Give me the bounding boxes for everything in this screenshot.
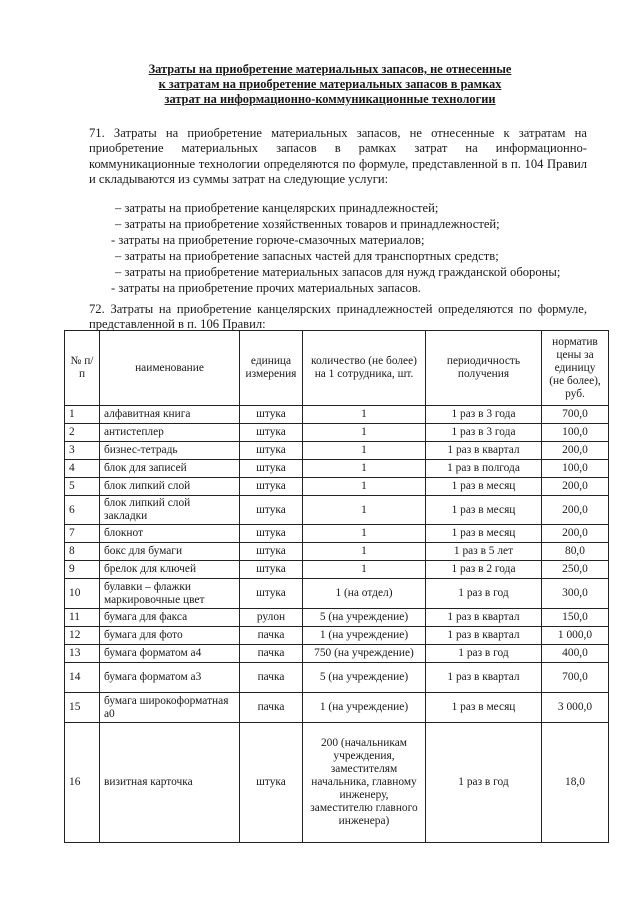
cell-unit: штука bbox=[240, 406, 303, 424]
cell-price: 100,0 bbox=[542, 424, 609, 442]
list-item: - затраты на приобретение горюче-смазочных материалов; bbox=[111, 233, 425, 247]
cell-unit: штука bbox=[240, 723, 303, 843]
table-row bbox=[65, 693, 609, 723]
cell-period: 1 раз в 3 года bbox=[426, 406, 542, 424]
cell-period: 1 раз в полгода bbox=[426, 460, 542, 478]
cell-num: 2 bbox=[65, 424, 100, 442]
cell-unit: штука bbox=[240, 442, 303, 460]
section-title bbox=[120, 62, 540, 107]
cell-name: блок для записей bbox=[100, 460, 240, 478]
table-row bbox=[65, 496, 609, 525]
cell-period: 1 раз в месяц bbox=[426, 525, 542, 543]
cell-price: 100,0 bbox=[542, 460, 609, 478]
cell-unit: штука bbox=[240, 543, 303, 561]
cell-qty: 1 bbox=[303, 561, 426, 579]
title-line-1: Затраты на приобретение материальных запасов, не отнесенные bbox=[148, 62, 512, 76]
table-row bbox=[65, 627, 609, 645]
cell-name: бумага форматом а4 bbox=[100, 645, 240, 663]
cell-unit: штука bbox=[240, 579, 303, 609]
table-row bbox=[65, 424, 609, 442]
cell-num: 8 bbox=[65, 543, 100, 561]
cell-period: 1 раз в год bbox=[426, 723, 542, 843]
cell-qty: 1 bbox=[303, 406, 426, 424]
cell-qty: 1 bbox=[303, 442, 426, 460]
table-header-row bbox=[65, 331, 609, 406]
title-line-2: к затратам на приобретение материальных запасов в рамках bbox=[158, 77, 502, 91]
cell-qty: 1 bbox=[303, 543, 426, 561]
paragraph-72: 72. Затраты на приобретение канцелярских принадлежностей определяются по формуле, представленной в п. 106 Правил: bbox=[89, 302, 587, 332]
table-row bbox=[65, 723, 609, 843]
table-row bbox=[65, 543, 609, 561]
cell-period: 1 раз в год bbox=[426, 645, 542, 663]
header-period: периодичность получения bbox=[426, 331, 542, 406]
header-qty: количество (не более) на 1 сотрудника, шт. bbox=[303, 331, 426, 406]
table-row bbox=[65, 478, 609, 496]
table-row bbox=[65, 561, 609, 579]
cell-num: 5 bbox=[65, 478, 100, 496]
cell-price: 1 000,0 bbox=[542, 627, 609, 645]
cell-num: 9 bbox=[65, 561, 100, 579]
cell-num: 12 bbox=[65, 627, 100, 645]
cell-qty: 1 (на отдел) bbox=[303, 579, 426, 609]
cell-period: 1 раз в месяц bbox=[426, 496, 542, 525]
cell-num: 10 bbox=[65, 579, 100, 609]
cell-qty: 200 (начальникам учреждения, заместителям начальника, главному инженеру, заместителю главного инженера) bbox=[303, 723, 426, 843]
cell-price: 3 000,0 bbox=[542, 693, 609, 723]
cell-period: 1 раз в квартал bbox=[426, 663, 542, 693]
cell-price: 700,0 bbox=[542, 663, 609, 693]
cell-price: 300,0 bbox=[542, 579, 609, 609]
cell-period: 1 раз в месяц bbox=[426, 478, 542, 496]
cell-unit: штука bbox=[240, 460, 303, 478]
cell-price: 18,0 bbox=[542, 723, 609, 843]
table-row bbox=[65, 609, 609, 627]
cell-qty: 1 bbox=[303, 424, 426, 442]
cell-period: 1 раз в месяц bbox=[426, 693, 542, 723]
table-row bbox=[65, 645, 609, 663]
cell-unit: штука bbox=[240, 478, 303, 496]
cell-num: 15 bbox=[65, 693, 100, 723]
header-unit: единица измерения bbox=[240, 331, 303, 406]
cell-qty: 1 bbox=[303, 525, 426, 543]
cell-price: 250,0 bbox=[542, 561, 609, 579]
cell-qty: 5 (на учреждение) bbox=[303, 609, 426, 627]
cell-qty: 1 bbox=[303, 478, 426, 496]
cell-name: брелок для ключей bbox=[100, 561, 240, 579]
cell-name: визитная карточка bbox=[100, 723, 240, 843]
cell-num: 16 bbox=[65, 723, 100, 843]
cell-num: 7 bbox=[65, 525, 100, 543]
table-row bbox=[65, 525, 609, 543]
cell-price: 150,0 bbox=[542, 609, 609, 627]
table-row bbox=[65, 442, 609, 460]
cell-price: 700,0 bbox=[542, 406, 609, 424]
cell-name: бумага широкоформатная а0 bbox=[100, 693, 240, 723]
cell-num: 11 bbox=[65, 609, 100, 627]
cell-unit: пачка bbox=[240, 627, 303, 645]
cell-name: бумага для фото bbox=[100, 627, 240, 645]
header-num: № п/п bbox=[65, 331, 100, 406]
cell-period: 1 раз в 5 лет bbox=[426, 543, 542, 561]
table-row bbox=[65, 579, 609, 609]
cell-num: 1 bbox=[65, 406, 100, 424]
cell-unit: пачка bbox=[240, 663, 303, 693]
cell-num: 14 bbox=[65, 663, 100, 693]
cell-name: бокс для бумаги bbox=[100, 543, 240, 561]
list-item: – затраты на приобретение хозяйственных товаров и принадлежностей; bbox=[115, 217, 500, 231]
cell-name: бумага для факса bbox=[100, 609, 240, 627]
cell-unit: рулон bbox=[240, 609, 303, 627]
cell-name: антистеплер bbox=[100, 424, 240, 442]
cell-qty: 1 (на учреждение) bbox=[303, 693, 426, 723]
cell-qty: 1 bbox=[303, 460, 426, 478]
cell-period: 1 раз в год bbox=[426, 579, 542, 609]
cell-qty: 1 (на учреждение) bbox=[303, 627, 426, 645]
cell-period: 1 раз в квартал bbox=[426, 627, 542, 645]
cell-num: 13 bbox=[65, 645, 100, 663]
cell-unit: штука bbox=[240, 424, 303, 442]
cell-price: 400,0 bbox=[542, 645, 609, 663]
cell-name: блок липкий слой bbox=[100, 478, 240, 496]
cell-period: 1 раз в квартал bbox=[426, 442, 542, 460]
cell-unit: пачка bbox=[240, 645, 303, 663]
expense-list bbox=[89, 200, 589, 296]
header-price: норматив цены за единицу (не более), руб. bbox=[542, 331, 609, 406]
list-item: – затраты на приобретение запасных частей для транспортных средств; bbox=[115, 249, 499, 263]
cell-unit: штука bbox=[240, 561, 303, 579]
stationery-table bbox=[64, 330, 609, 843]
cell-name: булавки – флажки маркировочные цвет bbox=[100, 579, 240, 609]
cell-qty: 750 (на учреждение) bbox=[303, 645, 426, 663]
cell-name: блок липкий слой закладки bbox=[100, 496, 240, 525]
table-row bbox=[65, 406, 609, 424]
header-name: наименование bbox=[100, 331, 240, 406]
list-item: – затраты на приобретение материальных запасов для нужд гражданской обороны; bbox=[115, 265, 561, 279]
cell-period: 1 раз в 2 года bbox=[426, 561, 542, 579]
cell-unit: штука bbox=[240, 496, 303, 525]
cell-unit: штука bbox=[240, 525, 303, 543]
cell-price: 200,0 bbox=[542, 525, 609, 543]
cell-name: бизнес-тетрадь bbox=[100, 442, 240, 460]
cell-price: 200,0 bbox=[542, 496, 609, 525]
list-item: - затраты на приобретение прочих материальных запасов. bbox=[111, 281, 421, 295]
cell-num: 6 bbox=[65, 496, 100, 525]
cell-price: 80,0 bbox=[542, 543, 609, 561]
cell-unit: пачка bbox=[240, 693, 303, 723]
cell-name: алфавитная книга bbox=[100, 406, 240, 424]
cell-num: 3 bbox=[65, 442, 100, 460]
list-item: – затраты на приобретение канцелярских принадлежностей; bbox=[115, 201, 439, 215]
cell-price: 200,0 bbox=[542, 442, 609, 460]
paragraph-71: 71. Затраты на приобретение материальных запасов, не отнесенные к затратам на приобретение материальных запасов в рамках затрат на информационно-коммуникационные технологии определяются по формуле, представленной в п. 104 Правил и складываются из суммы затрат на следующие услуги: bbox=[89, 126, 587, 186]
cell-name: блокнот bbox=[100, 525, 240, 543]
cell-period: 1 раз в 3 года bbox=[426, 424, 542, 442]
title-line-3: затрат на информационно-коммуникационные технологии bbox=[164, 92, 496, 106]
cell-num: 4 bbox=[65, 460, 100, 478]
cell-name: бумага форматом а3 bbox=[100, 663, 240, 693]
cell-qty: 5 (на учреждение) bbox=[303, 663, 426, 693]
table-row bbox=[65, 663, 609, 693]
table-row bbox=[65, 460, 609, 478]
cell-price: 200,0 bbox=[542, 478, 609, 496]
cell-period: 1 раз в квартал bbox=[426, 609, 542, 627]
cell-qty: 1 bbox=[303, 496, 426, 525]
